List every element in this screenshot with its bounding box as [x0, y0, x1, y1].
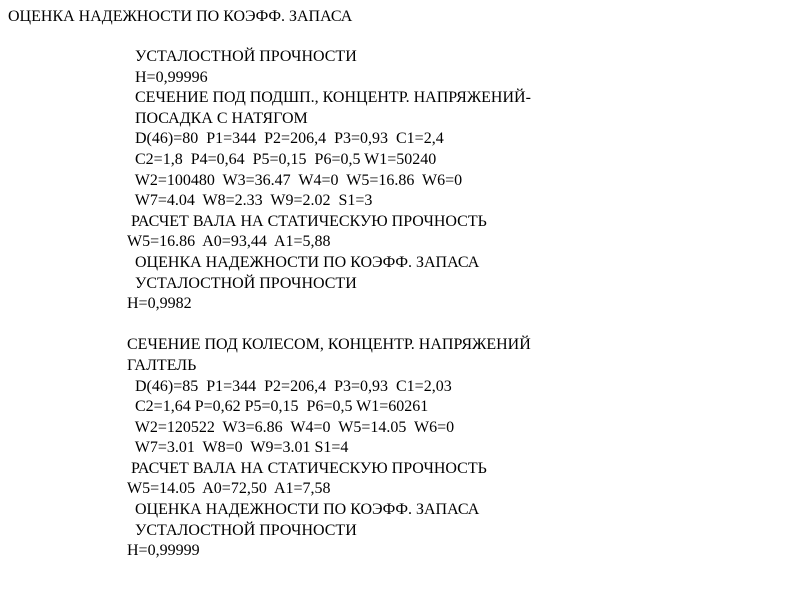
text-line: СЕЧЕНИЕ ПОД КОЛЕСОМ, КОНЦЕНТР. НАПРЯЖЕНИЙ: [127, 336, 531, 354]
text-line: СЕЧЕНИЕ ПОД ПОДШП., КОНЦЕНТР. НАПРЯЖЕНИЙ-: [127, 89, 531, 107]
text-line: УСТАЛОСТНОЙ ПРОЧНОСТИ: [127, 274, 357, 292]
text-line: H=0,99996: [127, 68, 208, 86]
text-line: ОЦЕНКА НАДЕЖНОСТИ ПО КОЭФФ. ЗАПАСА: [127, 253, 480, 271]
text-line: ГАЛТЕЛЬ: [127, 356, 197, 374]
blank-line: [127, 315, 531, 336]
text-line: ПОСАДКА С НАТЯГОМ: [127, 109, 308, 127]
document-title: ОЦЕНКА НАДЕЖНОСТИ ПО КОЭФФ. ЗАПАСА: [8, 8, 353, 25]
text-line: H=0,9982: [127, 295, 192, 313]
text-line: C2=1,64 P=0,62 P5=0,15 P6=0,5 W1=60261: [127, 398, 429, 416]
text-line: ОЦЕНКА НАДЕЖНОСТИ ПО КОЭФФ. ЗАПАСА: [127, 501, 480, 519]
text-line: W5=14.05 A0=72,50 A1=7,58: [127, 480, 331, 498]
text-line: РАСЧЕТ ВАЛА НА СТАТИЧЕСКУЮ ПРОЧНОСТЬ: [127, 212, 487, 230]
text-line: W5=16.86 A0=93,44 A1=5,88: [127, 233, 331, 251]
text-line: D(46)=80 P1=344 P2=206,4 P3=0,93 C1=2,4: [127, 130, 444, 148]
text-line: УСТАЛОСТНОЙ ПРОЧНОСТИ: [127, 521, 357, 539]
text-line: W2=100480 W3=36.47 W4=0 W5=16.86 W6=0: [127, 171, 463, 189]
text-line: W7=4.04 W8=2.33 W9=2.02 S1=3: [127, 192, 373, 210]
text-line: РАСЧЕТ ВАЛА НА СТАТИЧЕСКУЮ ПРОЧНОСТЬ: [127, 459, 487, 477]
text-line: УСТАЛОСТНОЙ ПРОЧНОСТИ: [127, 48, 357, 65]
text-line: D(46)=85 P1=344 P2=206,4 P3=0,93 C1=2,03: [127, 377, 452, 395]
text-line: W7=3.01 W8=0 W9=3.01 S1=4: [127, 439, 349, 457]
text-line: W2=120522 W3=6.86 W4=0 W5=14.05 W6=0: [127, 418, 455, 436]
text-line: C2=1,8 P4=0,64 P5=0,15 P6=0,5 W1=50240: [127, 150, 437, 168]
text-line: H=0,99999: [127, 542, 200, 560]
document-body: [127, 47, 531, 562]
